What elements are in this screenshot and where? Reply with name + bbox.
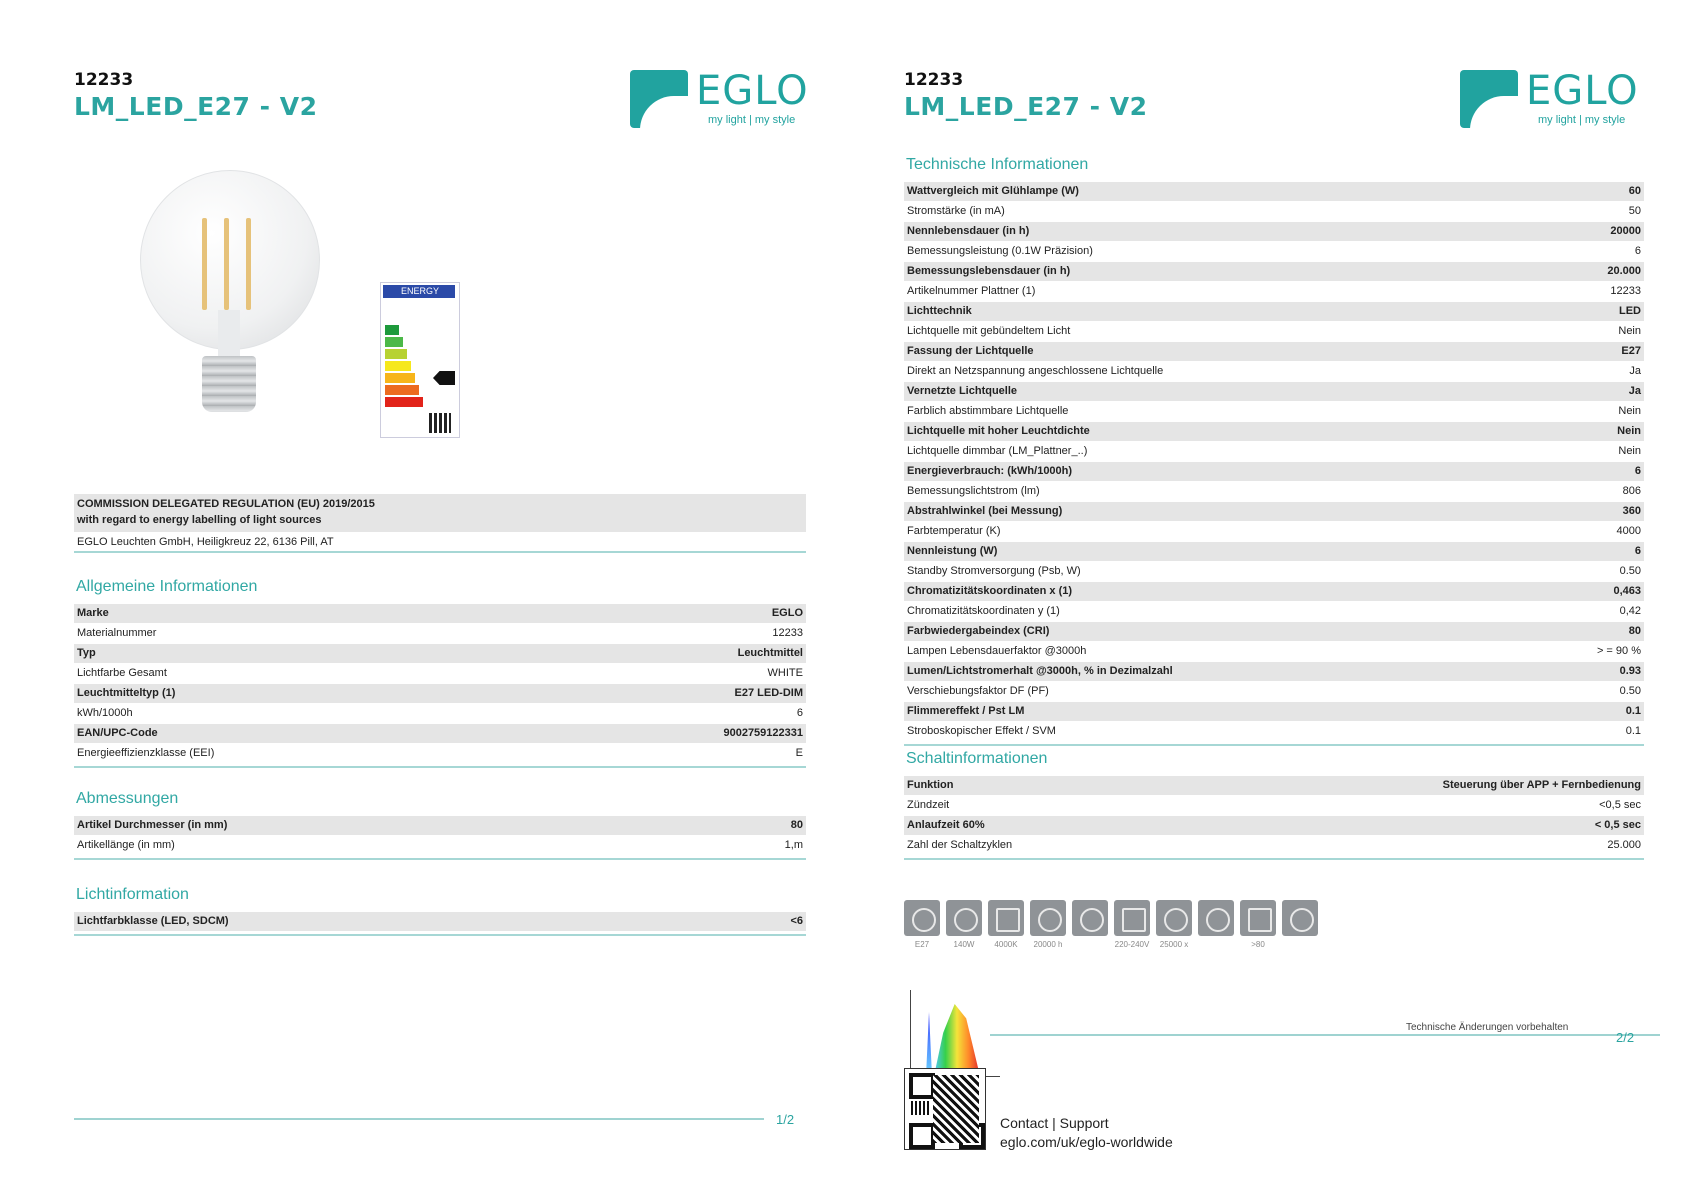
- row-value: 12233: [772, 627, 803, 639]
- row-value: 0.50: [1619, 685, 1641, 697]
- table-row: [904, 342, 1644, 362]
- icon-caption: 140W: [953, 940, 975, 949]
- bulb-stem: [218, 310, 240, 360]
- row-label: Bemessungsleistung (0.1W Präzision): [907, 245, 1093, 257]
- label-qr-icon: [429, 413, 451, 433]
- regulation-line-2: with regard to energy labelling of light sources: [77, 514, 322, 526]
- row-value: Ja: [1628, 385, 1641, 397]
- row-value: 6: [1634, 465, 1641, 477]
- row-value: 0.1: [1625, 725, 1641, 737]
- row-label: Standby Stromversorgung (Psb, W): [907, 565, 1081, 577]
- row-label: Lichtquelle mit gebündeltem Licht: [907, 325, 1071, 337]
- energy-class-arrow-icon: [433, 371, 455, 385]
- row-value: 20000: [1610, 225, 1641, 237]
- row-label: Energieverbrauch: (kWh/1000h): [907, 465, 1073, 477]
- table-row: [904, 622, 1644, 642]
- row-label: Artikel Durchmesser (in mm): [77, 819, 228, 831]
- table-row: [904, 542, 1644, 562]
- row-value: 360: [1622, 505, 1641, 517]
- row-label: Abstrahlwinkel (bei Messung): [907, 505, 1063, 517]
- switching-info-table: [904, 776, 1644, 860]
- row-value: 4000: [1616, 525, 1641, 537]
- row-label: Stromstärke (in mA): [907, 205, 1005, 217]
- energy-bar: [385, 325, 399, 335]
- row-label: Anlaufzeit 60%: [907, 819, 985, 831]
- contact-url[interactable]: eglo.com/uk/eglo-worldwide: [1000, 1134, 1173, 1150]
- table-row: [904, 642, 1644, 662]
- table-row: [904, 202, 1644, 222]
- table-row: [74, 644, 806, 664]
- row-label: Farbwiedergabeindex (CRI): [907, 625, 1050, 637]
- row-label: Flimmereffekt / Pst LM: [907, 705, 1025, 717]
- bulb-screw-cap: [202, 356, 256, 412]
- row-value: E27 LED-DIM: [734, 687, 803, 699]
- row-value: Nein: [1618, 325, 1641, 337]
- beam-icon: [1072, 900, 1108, 936]
- row-value: 60: [1628, 185, 1641, 197]
- section-divider: [74, 858, 806, 860]
- general-info-title: Allgemeine Informationen: [76, 578, 258, 595]
- row-label: Lichtquelle dimmbar (LM_Plattner_..): [907, 445, 1088, 457]
- row-value: 6: [1634, 245, 1641, 257]
- footer-line: [990, 1034, 1660, 1036]
- table-row: [74, 744, 806, 764]
- row-value: E27: [1621, 345, 1641, 357]
- row-label: Wattvergleich mit Glühlampe (W): [907, 185, 1079, 197]
- page-number: 1/2: [776, 1112, 795, 1127]
- article-number: 12233: [74, 70, 134, 90]
- dimensions-title: Abmessungen: [76, 790, 179, 807]
- bulb-icon: [946, 900, 982, 936]
- row-label: Verschiebungsfaktor DF (PF): [907, 685, 1049, 697]
- section-divider: [74, 934, 806, 936]
- row-value: Steuerung über APP + Fernbedienung: [1442, 779, 1641, 791]
- row-label: Nennleistung (W): [907, 545, 998, 557]
- row-label: kWh/1000h: [77, 707, 133, 719]
- icon-caption: 220-240V: [1114, 940, 1150, 949]
- row-value: 20.000: [1607, 265, 1641, 277]
- row-value: 80: [790, 819, 803, 831]
- section-divider: [904, 858, 1644, 860]
- switching-info-title: Schaltinformationen: [906, 750, 1048, 767]
- footer-line: [74, 1118, 764, 1120]
- row-value: 9002759122331: [723, 727, 803, 739]
- row-value: 25.000: [1607, 839, 1641, 851]
- row-label: Bemessungslichtstrom (lm): [907, 485, 1040, 497]
- table-row: [74, 664, 806, 684]
- energy-bar: [385, 361, 411, 371]
- table-row: [904, 796, 1644, 816]
- table-row: [904, 582, 1644, 602]
- row-label: Lichtquelle mit hoher Leuchtdichte: [907, 425, 1090, 437]
- eglo-logo-mark-icon: [1460, 70, 1518, 128]
- energy-bar: [385, 373, 415, 383]
- section-divider: [74, 551, 806, 553]
- row-label: Typ: [77, 647, 96, 659]
- table-row: [904, 222, 1644, 242]
- row-value: E: [795, 747, 803, 759]
- energy-label-header: ENERGY: [383, 285, 455, 298]
- article-number: 12233: [904, 70, 964, 90]
- app-icon: [1282, 900, 1318, 936]
- socket-icon: [904, 900, 940, 936]
- icon-caption: >80: [1251, 940, 1265, 949]
- row-value: 6: [1634, 545, 1641, 557]
- row-value: 1,m: [784, 839, 803, 851]
- technical-disclaimer: Technische Änderungen vorbehalten: [1406, 1022, 1569, 1033]
- row-label: Lichttechnik: [907, 305, 972, 317]
- row-label: Lichtfarbklasse (LED, SDCM): [77, 915, 229, 927]
- table-row: [904, 776, 1644, 796]
- table-row: [904, 242, 1644, 262]
- table-row: [904, 502, 1644, 522]
- icon-caption: 20000 h: [1033, 940, 1063, 949]
- table-row: [74, 684, 806, 704]
- table-row: [74, 724, 806, 744]
- row-label: Lampen Lebensdauerfaktor @3000h: [907, 645, 1087, 657]
- no-dim-icon: [1198, 900, 1234, 936]
- row-value: 0,463: [1613, 585, 1641, 597]
- eglo-logo-slogan: my light | my style: [708, 114, 796, 126]
- table-row: [74, 816, 806, 836]
- row-label: Farblich abstimmbare Lichtquelle: [907, 405, 1069, 417]
- energy-bar: [385, 349, 407, 359]
- table-row: [904, 522, 1644, 542]
- table-row: [904, 682, 1644, 702]
- voltage-icon: [1114, 900, 1150, 936]
- row-label: Zündzeit: [907, 799, 950, 811]
- section-divider: [904, 744, 1644, 746]
- row-label: Artikellänge (in mm): [77, 839, 175, 851]
- table-row: [904, 322, 1644, 342]
- icon-caption: E27: [914, 940, 930, 949]
- row-value: WHITE: [767, 667, 803, 679]
- row-value: > = 90 %: [1596, 645, 1641, 657]
- row-value: Nein: [1618, 405, 1641, 417]
- row-label: Bemessungslebensdauer (in h): [907, 265, 1071, 277]
- row-value: 0.1: [1625, 705, 1641, 717]
- table-row: [74, 704, 806, 724]
- row-value: <0,5 sec: [1599, 799, 1641, 811]
- filament: [202, 218, 207, 310]
- technical-info-table: [904, 182, 1644, 746]
- table-row: [904, 722, 1644, 742]
- table-row: [904, 302, 1644, 322]
- spectrum-y-axis: [910, 990, 911, 1076]
- row-label: Stroboskopischer Effekt / SVM: [907, 725, 1056, 737]
- row-label: Energieeffizienzklasse (EEI): [77, 747, 215, 759]
- row-value: 0.50: [1619, 565, 1641, 577]
- row-label: Vernetzte Lichtquelle: [907, 385, 1018, 397]
- row-label: Artikelnummer Plattner (1): [907, 285, 1036, 297]
- row-value: EGLO: [771, 607, 803, 619]
- energy-bar: [385, 397, 423, 407]
- row-label: Fassung der Lichtquelle: [907, 345, 1034, 357]
- filament: [224, 218, 229, 310]
- lumen-icon: [988, 900, 1024, 936]
- row-value: 0.93: [1619, 665, 1641, 677]
- table-row: [904, 422, 1644, 442]
- eglo-logo-mark-icon: [630, 70, 688, 128]
- table-row: [904, 662, 1644, 682]
- regulation-box: [74, 494, 806, 532]
- table-row: [904, 836, 1644, 856]
- row-label: EAN/UPC-Code: [77, 727, 158, 739]
- table-row: [904, 402, 1644, 422]
- row-value: 80: [1628, 625, 1641, 637]
- table-row: [74, 604, 806, 624]
- feature-icons: [904, 900, 1404, 980]
- eglo-logo-word: EGLO: [696, 68, 809, 114]
- spectrum-blue-peak: [926, 1012, 932, 1076]
- row-value: 806: [1622, 485, 1641, 497]
- row-value: 12233: [1610, 285, 1641, 297]
- row-label: Funktion: [907, 779, 954, 791]
- eglo-logo: [1460, 70, 1645, 132]
- product-image-bulb: [140, 170, 320, 430]
- manufacturer-address: EGLO Leuchten GmbH, Heiligkreuz 22, 6136 Pill, AT: [77, 536, 334, 548]
- section-divider: [74, 766, 806, 768]
- table-row: [904, 362, 1644, 382]
- icon-caption: 25000 x: [1159, 940, 1189, 949]
- row-label: Zahl der Schaltzyklen: [907, 839, 1013, 851]
- table-row: [904, 442, 1644, 462]
- table-row: [904, 262, 1644, 282]
- row-label: Chromatizitätskoordinaten x (1): [907, 585, 1073, 597]
- energy-bar: [385, 385, 419, 395]
- energy-label: [380, 282, 460, 438]
- lifetime-icon: [1030, 900, 1066, 936]
- row-value: Leuchtmittel: [737, 647, 803, 659]
- page-number: 2/2: [1616, 1030, 1635, 1045]
- row-label: Nennlebensdauer (in h): [907, 225, 1030, 237]
- filament: [246, 218, 251, 310]
- table-row: [904, 462, 1644, 482]
- general-info-table: [74, 604, 806, 768]
- icon-caption: 4000K: [994, 940, 1018, 949]
- eglo-logo-word: EGLO: [1526, 68, 1639, 114]
- table-row: [904, 602, 1644, 622]
- contact-support-label: Contact | Support: [1000, 1115, 1109, 1131]
- table-row: [904, 382, 1644, 402]
- row-label: Direkt an Netzspannung angeschlossene Lichtquelle: [907, 365, 1164, 377]
- table-row: [74, 912, 806, 932]
- row-value: Ja: [1629, 365, 1641, 377]
- row-label: Chromatizitätskoordinaten y (1): [907, 605, 1060, 617]
- table-row: [904, 182, 1644, 202]
- row-label: Lichtfarbe Gesamt: [77, 667, 167, 679]
- eglo-logo: [630, 70, 815, 132]
- table-row: [904, 702, 1644, 722]
- row-value: 50: [1628, 205, 1641, 217]
- switching-icon: [1156, 900, 1192, 936]
- table-row: [904, 562, 1644, 582]
- row-label: Materialnummer: [77, 627, 157, 639]
- regulation-line-1: COMMISSION DELEGATED REGULATION (EU) 2019/2015: [77, 498, 375, 510]
- row-value: Nein: [1617, 425, 1641, 437]
- row-value: LED: [1619, 305, 1641, 317]
- light-info-table: [74, 912, 806, 936]
- spectrum-visible-band: [934, 1004, 980, 1076]
- table-row: [74, 624, 806, 644]
- row-value: <6: [790, 915, 803, 927]
- row-value: < 0,5 sec: [1594, 819, 1641, 831]
- table-row: [74, 836, 806, 856]
- light-info-title: Lichtinformation: [76, 886, 189, 903]
- table-row: [904, 816, 1644, 836]
- dimensions-table: [74, 816, 806, 860]
- row-label: Farbtemperatur (K): [907, 525, 1001, 537]
- table-row: [904, 282, 1644, 302]
- regulation-block: [74, 494, 806, 553]
- energy-bar: [385, 337, 403, 347]
- cri-icon: [1240, 900, 1276, 936]
- eglo-logo-slogan: my light | my style: [1538, 114, 1626, 126]
- row-label: Marke: [77, 607, 109, 619]
- product-name: LM_LED_E27 - V2: [74, 92, 318, 121]
- datasheet-page-2: [850, 0, 1699, 1200]
- row-value: Nein: [1618, 445, 1641, 457]
- row-value: 6: [796, 707, 803, 719]
- table-row: [904, 482, 1644, 502]
- row-value: 0,42: [1619, 605, 1641, 617]
- technical-info-title: Technische Informationen: [906, 156, 1089, 173]
- row-label: Leuchtmitteltyp (1): [77, 687, 176, 699]
- support-qr-code: [904, 1068, 986, 1150]
- row-label: Lumen/Lichtstromerhalt @3000h, % in Dezimalzahl: [907, 665, 1173, 677]
- product-name: LM_LED_E27 - V2: [904, 92, 1148, 121]
